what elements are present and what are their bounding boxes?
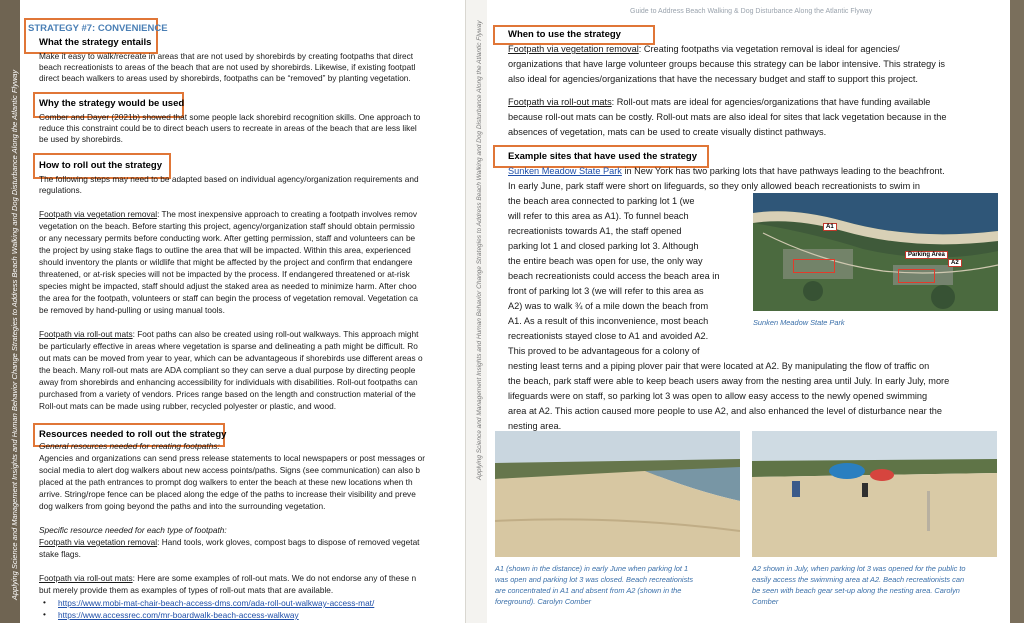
mats-res-line: but merely provide them as examples of types of roll-out mats that are available. xyxy=(39,585,334,595)
example-line: will refer to this area as A1). To funnel beach xyxy=(508,211,689,221)
section-heading-resources: Resources needed to roll out the strategy xyxy=(39,429,227,440)
beach-photo-a1 xyxy=(495,431,740,557)
example-line: the beach, park staff were able to keep beach users away from the nesting area until July. In early July, more xyxy=(508,376,950,386)
example-line: A1. As a result of this inconvenience, most beach xyxy=(508,316,709,326)
general-heading: General resources needed for creating footpaths: xyxy=(39,441,220,451)
mats-line: Roll-out mats can be made using rubber, recycled polyester or plastic, and wood. xyxy=(39,401,336,411)
veg-res-line: stake flags. xyxy=(39,549,81,559)
general-line: social media to alert dog walkers about new access points/paths. Signs (see communication) can also b xyxy=(39,465,420,475)
example-line: the entire beach was open for use, the only way xyxy=(508,256,703,266)
photo2-caption-line: be seen with beach gear set-up along the nesting area. Carolyn xyxy=(752,586,960,595)
veg-label: Footpath via vegetation removal xyxy=(39,209,158,219)
mats-line: purchased from a variety of vendors. Prices range based on the length and construction material of the xyxy=(39,389,416,399)
bullet-icon: • xyxy=(43,597,46,607)
section-heading-why: Why the strategy would be used xyxy=(39,98,185,109)
example-line: nesting least terns and a piping plover pair that were located at A2. By manipulating the flow of traffic on xyxy=(508,361,930,371)
mats-res-label: Footpath via roll-out mats xyxy=(39,573,133,583)
photo2-caption-line: Comber xyxy=(752,597,779,606)
veg-line: be removed by hand-pulling or using manual tools. xyxy=(39,305,225,315)
when-veg-line: Footpath via vegetation removal: Creating footpaths via vegetation removal is ideal for agencies/ xyxy=(508,44,900,54)
map-label-a2: A2 xyxy=(948,259,962,267)
example-line: In early June, park staff were short on lifeguards, so they only allowed beach recreationists to swim in xyxy=(508,181,920,191)
mats-line: away from shorebirds and enhancing accessibility for individuals with disabilities. Roll-out footpaths can xyxy=(39,377,418,387)
photo2-caption-line: A2 shown in July, when parking lot 3 was opened for the public to xyxy=(752,564,966,573)
how-line: regulations. xyxy=(39,185,82,195)
veg-res-line: Footpath via vegetation removal: Hand tools, work gloves, compost bags to dispose of removed vegetat xyxy=(39,537,420,547)
resource-link[interactable]: https://www.mobi-mat-chair-beach-access-dms.com/ada-roll-out-walkway-access-mat/ xyxy=(58,598,375,608)
park-map-image xyxy=(753,193,998,311)
general-line: dog walkers from going beyond the paths and into the surrounding vegetation. xyxy=(39,501,326,511)
section-heading-what: What the strategy entails xyxy=(39,37,152,48)
veg-res-label: Footpath via vegetation removal xyxy=(39,537,158,547)
example-line: beach recreationists could access the beach area in xyxy=(508,271,720,281)
when-mats-label: Footpath via roll-out mats xyxy=(508,97,612,107)
right-page xyxy=(487,0,1010,623)
mats-label: Footpath via roll-out mats xyxy=(39,329,133,339)
why-line: be used by shorebirds. xyxy=(39,134,123,144)
veg-line: the project by using stake flags to outline the area that will be impacted. Within this area, experienced xyxy=(39,245,411,255)
example-line: area at A2. This action caused more people to use A2, and also enhanced the level of disturbance near the xyxy=(508,406,942,416)
park-link[interactable]: Sunken Meadow State Park xyxy=(508,166,622,176)
photo1-caption-line: was open and parking lot 3 was closed. Beach recreationists xyxy=(495,575,694,584)
example-line: recreationists stayed close to A1 and avoided A2. xyxy=(508,331,709,341)
section-heading-example: Example sites that have used the strategy xyxy=(508,151,698,162)
when-mats-line: absences of vegetation, mats can be used to create visually distinct pathways. xyxy=(508,127,827,137)
when-mats-line: because roll-out mats can be costly. Roll-out mats are also ideal for sites that lack vegetation because in the xyxy=(508,112,947,122)
example-line: Sunken Meadow State Park in New York has two parking lots that have pathways leading to the beachfront. xyxy=(508,166,945,176)
running-header: Guide to Address Beach Walking & Dog Disturbance Along the Atlantic Flyway xyxy=(630,8,873,15)
spine-title: Applying Science and Management Insights and Human Behavior Change Strategies to Address Beach Walking and Dog Disturbance Along the Atlantic Flyway xyxy=(10,69,19,600)
veg-line: vegetation on the beach. Before starting this project, agency/organization staff should obtain permissio xyxy=(39,221,415,231)
section-heading-how: How to roll out the strategy xyxy=(39,160,162,171)
section-heading-when: When to use the strategy xyxy=(508,29,621,40)
what-line: direct beach walkers to areas used by shorebirds, footpaths can be “removed” by planting vegetation. xyxy=(39,73,411,83)
mats-line: the beach. Many roll-out mats are ADA compliant so they can serve a dual purpose by directing people xyxy=(39,365,416,375)
example-line: recreationists towards A1, the staff opened xyxy=(508,226,682,236)
mats-res-line: Footpath via roll-out mats: Here are some examples of roll-out mats. We do not endorse any of these n xyxy=(39,573,417,583)
when-veg-label: Footpath via vegetation removal xyxy=(508,44,639,54)
map-label-a1: A1 xyxy=(823,223,837,231)
resource-link[interactable]: https://www.accessrec.com/mr-boardwalk-beach-access-walkway xyxy=(58,610,299,620)
photo1-caption-line: A1 (shown in the distance) in early June when parking lot 1 xyxy=(495,564,689,573)
photo2-caption-line: easily access the swimming area at A2. Beach recreationists can xyxy=(752,575,965,584)
veg-line: the area for the footpath, volunteers or staff can begin the process of vegetation removal. Vegetation ca xyxy=(39,293,418,303)
map-caption: Sunken Meadow State Park xyxy=(753,318,845,327)
example-line: the beach area connected to parking lot 1 (we xyxy=(508,196,695,206)
when-veg-line: organizations that have large volunteer groups because this strategy can be labor intensive. This strategy is xyxy=(508,59,945,69)
general-line: arrive. String/rope fence can be placed along the edge of the paths to increase their visibility and preve xyxy=(39,489,416,499)
when-mats-line: Footpath via roll-out mats: Roll-out mats are ideal for agencies/organizations that have funding available xyxy=(508,97,931,107)
map-highlight-lot1 xyxy=(793,259,835,273)
left-page xyxy=(20,0,465,623)
veg-line: should inventory the plants or wildlife that might be affected by the project and confirm that endangere xyxy=(39,257,413,267)
map-highlight-lot3 xyxy=(898,269,935,283)
veg-line: Footpath via vegetation removal: The most inexpensive approach to creating a footpath involves remov xyxy=(39,209,418,219)
when-veg-line: also ideal for agencies/organizations that have the necessary budget and staff to support this project. xyxy=(508,74,918,84)
mats-line: Footpath via roll-out mats: Foot paths can also be created using roll-out walkways. This approach might xyxy=(39,329,419,339)
veg-line: threatened, or at-risk species will not be impacted by the process. If endangered threatened or at-risk xyxy=(39,269,410,279)
photo1-caption-line: foreground). Carolyn Comber xyxy=(495,597,592,606)
why-line: reduce this constraint could be to direct beach users to recreate in areas of the beach that are less likel xyxy=(39,123,417,133)
example-line: parking lot 1 and closed parking lot 3. Although xyxy=(508,241,699,251)
right-margin xyxy=(1010,0,1024,623)
gutter-title: Applying Science and Management Insights and Human Behavior Change Strategies to Address Beach Walking and Dog Disturbance Along the Atlantic Flyway xyxy=(476,20,483,480)
strategy-title: STRATEGY #7: CONVENIENCE xyxy=(28,23,168,34)
photo1-caption-line: are concentrated in A1 and absent from A2 (shown in the xyxy=(495,586,682,595)
example-line: This proved to be advantageous for a colony of xyxy=(508,346,700,356)
veg-line: or any necessary permits before conducting work. After getting permission, staff and volunteers can be xyxy=(39,233,416,243)
what-line: beach recreationists to areas of the beach that are not used by shorebirds. Likewise, if existing footpatl xyxy=(39,62,416,72)
general-line: Agencies and organizations can send press release statements to local newspapers or post messages or xyxy=(39,453,426,463)
bullet-icon: • xyxy=(43,609,46,619)
what-line: Make it easy to walk/recreate in areas that are not used by shorebirds by creating footpaths that direct xyxy=(39,51,414,61)
why-line: Comber and Dayer (2021b) showed that some people lack shorebird recognition skills. One approach to xyxy=(39,112,421,122)
mats-line: out mats can be moved from year to year, which can be advantageous if shorebirds use different areas o xyxy=(39,353,423,363)
specific-heading: Specific resource needed for each type of footpath: xyxy=(39,525,227,535)
example-line: lifeguards were on staff, so parking lot 3 was open to allow easy access to the newly opened swimming xyxy=(508,391,928,401)
beach-photo-a2 xyxy=(752,431,997,557)
veg-line: species might be impacted, staff should adjust the staked area as needed to minimize harm. After choo xyxy=(39,281,417,291)
how-line: The following steps may need to be adapted based on individual agency/organization requirements and xyxy=(39,174,419,184)
example-line: front of parking lot 3 (we will refer to this area as xyxy=(508,286,704,296)
map-label-parking: Parking Area xyxy=(905,251,948,259)
mats-line: be particularly effective in areas where vegetation is sparse and delineating a path might be difficult. Ro xyxy=(39,341,418,351)
example-line: nesting area. xyxy=(508,421,562,431)
example-line: A2) was to walk ¾ of a mile down the beach from xyxy=(508,301,709,311)
general-line: placed at the path entrances to prompt dog walkers to enter the beach at these new locations when th xyxy=(39,477,413,487)
